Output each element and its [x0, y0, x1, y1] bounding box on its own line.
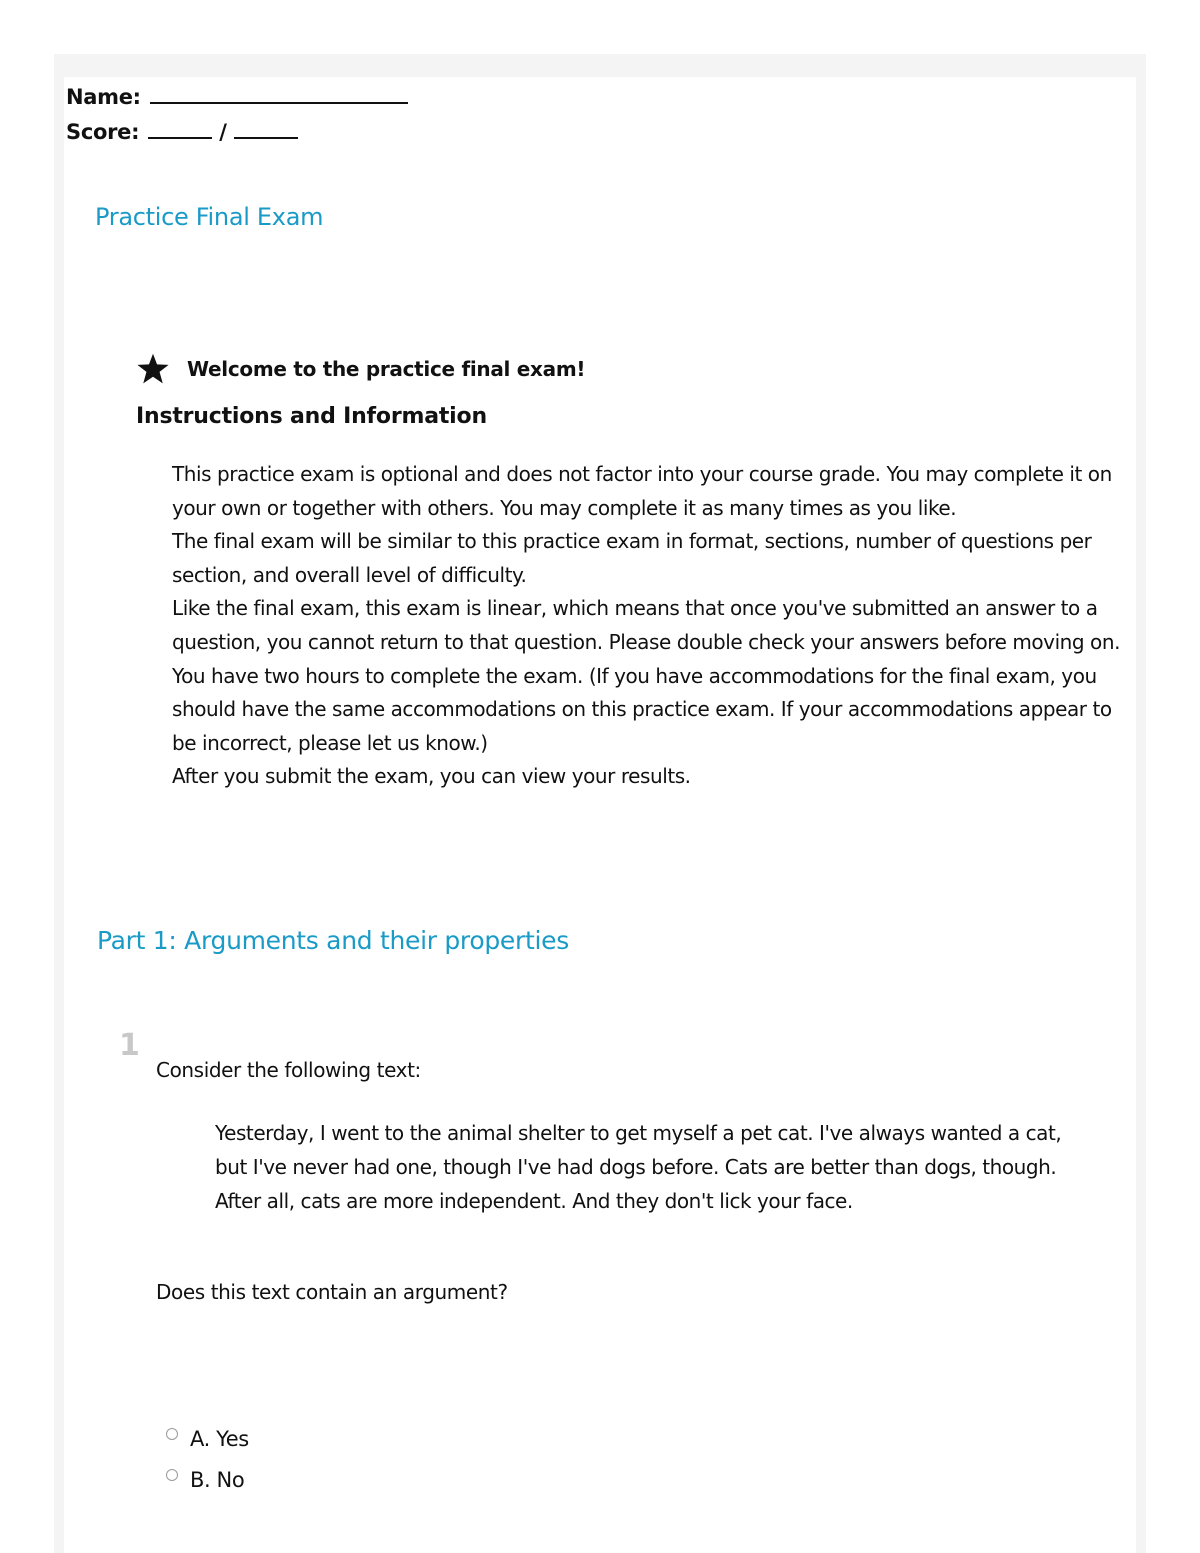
score-blank-earned — [148, 119, 212, 139]
instructions-paragraph: After you submit the exam, you can view your results. — [172, 764, 691, 789]
score-label: Score: — [66, 120, 140, 144]
instructions-heading: Instructions and Information — [136, 404, 487, 429]
section-title: Part 1: Arguments and their properties — [97, 926, 569, 955]
score-blank-total — [234, 119, 298, 139]
question-passage: Yesterday, I went to the animal shelter to get myself a pet cat. I've always wanted a cat, but I've never had one, though I've had dogs before. Cats are better than dogs, though. After all, cats are more independent. And they don't lick your face. — [215, 1121, 1062, 1213]
radio-button[interactable] — [166, 1428, 178, 1440]
score-separator: / — [219, 120, 227, 144]
instructions-paragraph: Like the final exam, this exam is linear, which means that once you've submitted an answer to a question, you cannot return to that question. Please double check your answers before moving on. — [172, 596, 1120, 654]
question-text: Does this text contain an argument? — [156, 1280, 508, 1304]
name-blank — [150, 84, 408, 104]
instructions-paragraph: This practice exam is optional and does not factor into your course grade. You may complete it on your own or together with others. You may complete it as many times as you like. — [172, 462, 1112, 520]
page-title: Practice Final Exam — [95, 203, 324, 231]
answer-option-label: A. Yes — [190, 1427, 249, 1451]
question-prompt: Consider the following text: — [156, 1058, 421, 1082]
question-number: 1 — [119, 1028, 140, 1063]
answer-option-a[interactable] — [166, 1427, 249, 1451]
instructions-paragraph: The final exam will be similar to this practice exam in format, sections, number of questions per section, and overall level of difficulty. — [172, 529, 1092, 587]
welcome-banner — [136, 352, 585, 386]
radio-button[interactable] — [166, 1469, 178, 1481]
name-line — [66, 84, 408, 109]
welcome-text: Welcome to the practice final exam! — [187, 357, 586, 381]
answer-option-b[interactable] — [166, 1468, 244, 1492]
score-line — [66, 119, 298, 144]
answer-option-label: B. No — [190, 1468, 245, 1492]
page-content — [64, 77, 1136, 1553]
star-icon — [136, 353, 170, 385]
instructions-body — [172, 458, 1138, 794]
instructions-paragraph: You have two hours to complete the exam. (If you have accommodations for the final exam, you should have the same accommodations on this practice exam. If your accommodations appear to be incorrect, please let us know.) — [172, 663, 1112, 755]
name-label: Name: — [66, 85, 141, 109]
